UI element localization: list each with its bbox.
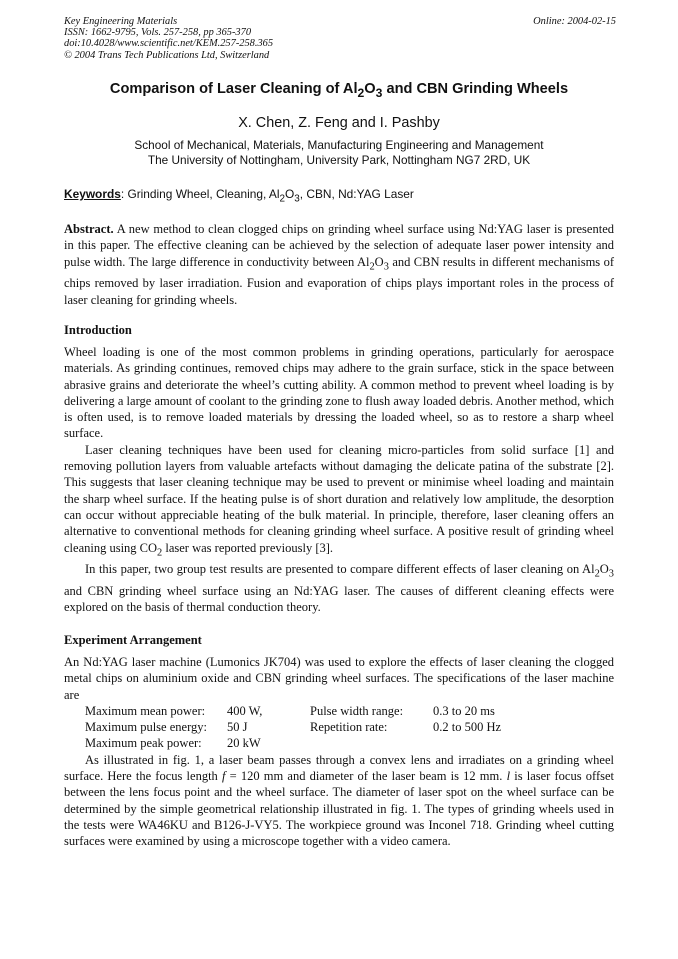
- spec-value: 0.2 to 500 Hz: [433, 720, 502, 735]
- section-heading: Experiment Arrangement: [64, 633, 202, 647]
- issn-line: ISSN: 1662-9795, Vols. 257-258, pp 365-370: [64, 27, 252, 39]
- experiment-heading-block: [64, 632, 614, 648]
- publication-header: [64, 16, 616, 61]
- abstract-text: A new method to clean clogged chips on grinding wheel surface using Nd:YAG laser is presented in this paper. The effective cleaning can be achieved by the selection of adequate laser power intensity and pulse width. The large difference in conductivity between Al: [64, 222, 614, 269]
- paragraph-subscript: 2: [594, 568, 600, 580]
- spec-label: Repetition rate:: [310, 720, 388, 735]
- paragraph: [64, 442, 614, 562]
- title-part: and CBN Grinding Wheels: [382, 81, 569, 97]
- spec-label: Pulse width range:: [310, 703, 404, 718]
- spec-value: 0.3 to 20 ms: [433, 703, 495, 718]
- paragraph-text: O: [599, 562, 609, 577]
- paragraph: [64, 752, 614, 850]
- introduction-heading-block: [64, 322, 614, 338]
- paragraph-text: laser was reported previously [3].: [162, 540, 334, 555]
- spec-value: 400 W,: [227, 703, 263, 718]
- abstract-subscript: 2: [369, 261, 375, 273]
- spec-row: [64, 719, 614, 735]
- paragraph-subscript: 2: [157, 547, 163, 559]
- spec-row: [64, 735, 614, 751]
- offset-symbol: l: [506, 769, 511, 784]
- keywords-text: , CBN, Nd:YAG Laser: [299, 187, 414, 201]
- affiliation-line: The University of Nottingham, University Park, Nottingham NG7 2RD, UK: [147, 152, 531, 167]
- title-part: Comparison of Laser Cleaning of Al: [109, 81, 358, 97]
- paragraph-text: is laser focus offset between the lens focus point and the wheel surface. The diameter of laser spot on the wheel surface can be determined by the simple geometrical relationship illustrated in fig. 1. The types of grinding wheels used in the tests were WA46KU and B126-J-VY5. The workpiece ground was Inconel 718. Grinding wheel cutting surfaces were examined by using a microscope together with a video camera.: [64, 769, 615, 849]
- spec-value: 20 kW: [227, 736, 261, 751]
- spec-label: Maximum mean power:: [85, 703, 206, 718]
- keywords-subscript: 2: [279, 193, 285, 205]
- paragraph-text: As illustrated in fig. 1, a laser beam passes through a convex lens and irradiates on a grinding wheel surface. Here the focus length: [64, 752, 614, 784]
- keywords-label: Keywords: [64, 187, 121, 201]
- abstract-label: Abstract.: [64, 222, 114, 236]
- spec-row: [64, 703, 614, 719]
- doi-line: doi:10.4028/www.scientific.net/KEM.257-258.365: [64, 38, 274, 50]
- abstract: [64, 221, 614, 308]
- keywords-text: : Grinding Wheel, Cleaning, Al: [120, 187, 280, 201]
- keywords: [64, 187, 414, 204]
- copyright-line: © 2004 Trans Tech Publications Ltd, Switzerland: [64, 49, 270, 61]
- abstract-subscript: 3: [383, 261, 389, 273]
- paragraph: Wheel loading is one of the most common problems in grinding operations, particularly for aerospace materials. As grinding continues, removed chips may adhere to the grain surface, stick in the space between abrasive grains and deteriorate the wheel’s cutting ability. A common method to prevent wheel loading is by delivering a large amount of coolant to the grinding zone to flush away loaded debris. Another method, which is often used, is to remove loaded materials by dressing the loaded wheel, so as to restore a sharp wheel surface.: [64, 345, 614, 441]
- title-part: O: [364, 81, 376, 97]
- paragraph-text: Laser cleaning techniques have been used for cleaning micro-particles from solid surface [1] and removing pollution layers from valuable artefacts without damaging the delicate patina of the substrate [2]. This suggests that laser cleaning technique may be used to prevent or minimise wheel loading and maintain the sharp wheel surface. If the heating pulse is of short duration and relatively low amplitude, the desorption can occur without appreciable heating of the bulk material. In principle, therefore, laser cleaning offers an alternative to conventional methods for cleaning grinding wheel surface. A positive result of grinding wheel cleaning using CO: [64, 442, 614, 555]
- paragraph: An Nd:YAG laser machine (Lumonics JK704) was used to explore the effects of laser cleaning the clogged metal chips on aluminium oxide and CBN grinding wheel surfaces. The specifications of the laser machine are: [64, 655, 614, 702]
- section-heading: Introduction: [64, 323, 132, 337]
- paper-title: [0, 81, 678, 100]
- spec-label: Maximum pulse energy:: [85, 720, 207, 735]
- title-subscript: 3: [375, 85, 383, 100]
- keywords-text: O: [284, 187, 295, 201]
- journal-name: Key Engineering Materials: [64, 16, 178, 27]
- title-subscript: 2: [357, 85, 365, 100]
- abstract-text: and CBN results in different mechanisms of chips removed by laser irradiation. Fusion and evaporation of chips plays important roles in the process of laser cleaning for grinding wheels.: [64, 254, 614, 307]
- experiment-section: [64, 654, 614, 850]
- paragraph-text: In this paper, two group test results are presented to compare different effects of laser cleaning on Al: [85, 562, 595, 577]
- spec-value: 50 J: [227, 720, 248, 735]
- paragraph-text: and CBN grinding wheel surface using an Nd:YAG laser. The causes of different cleaning effects were explored on the basis of thermal conduction theory.: [64, 584, 614, 615]
- affiliation-line: School of Mechanical, Materials, Manufacturing Engineering and Management: [134, 138, 544, 152]
- authors: X. Chen, Z. Feng and I. Pashby: [238, 115, 440, 131]
- introduction-section: [64, 344, 614, 616]
- keywords-subscript: 3: [294, 193, 300, 205]
- affiliation: [0, 138, 678, 167]
- focus-length-symbol: f: [221, 769, 226, 784]
- online-date: Online: 2004-02-15: [533, 16, 616, 27]
- abstract-text: O: [374, 254, 384, 269]
- paragraph: [64, 561, 614, 615]
- spec-label: Maximum peak power:: [85, 736, 202, 751]
- paragraph-subscript: 3: [608, 568, 614, 580]
- paragraph-text: = 120 mm and diameter of the laser beam is 12 mm.: [225, 769, 507, 784]
